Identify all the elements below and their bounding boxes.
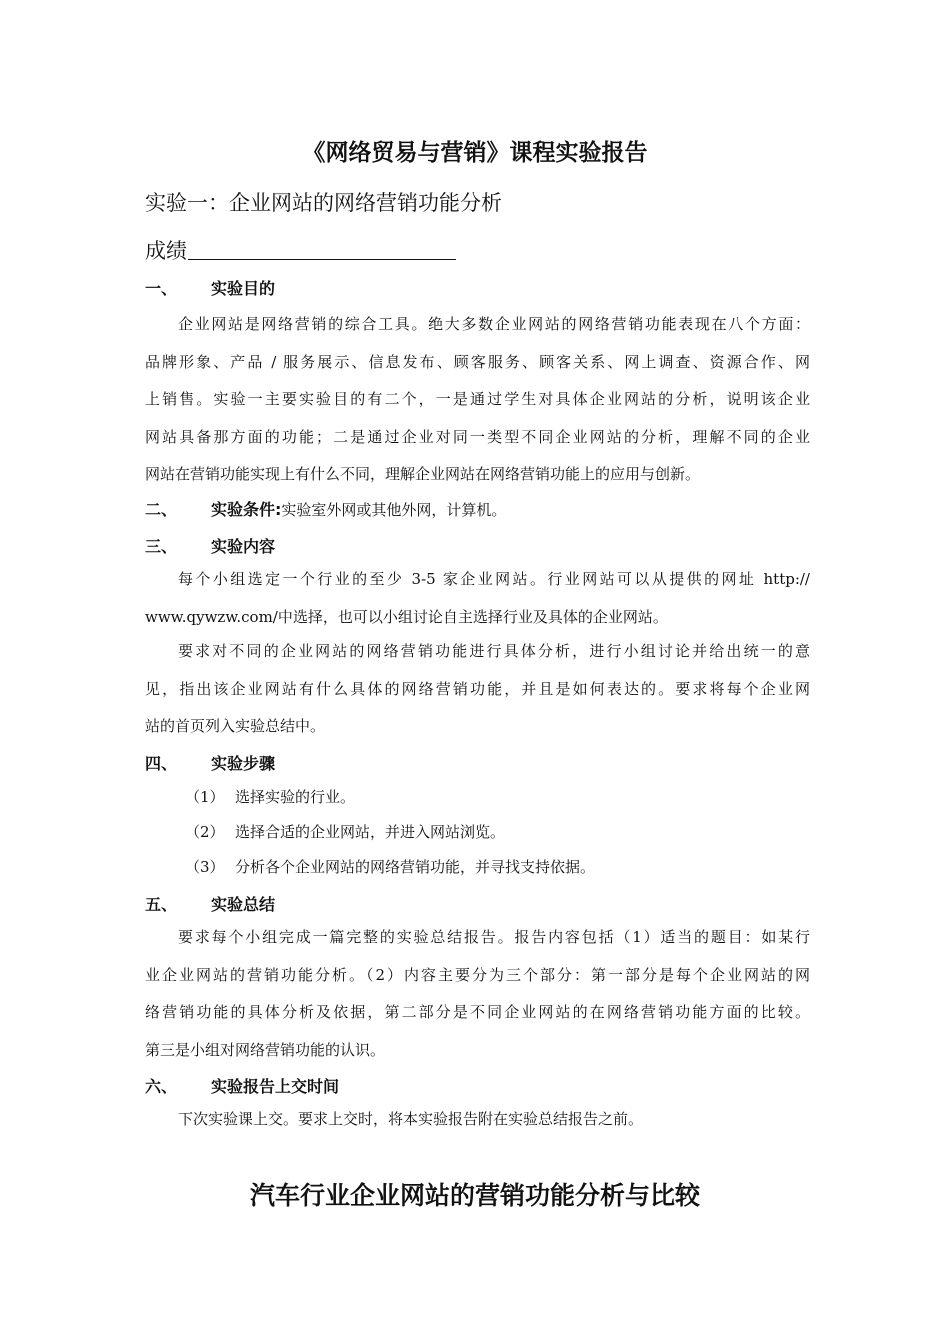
section-title: 实验总结 — [211, 895, 276, 914]
section-heading-purpose — [145, 276, 275, 299]
paragraph-line: 络营销功能的具体分析及依据，第二部分是不同企业网站的在网络营销功能方面的比较。 — [145, 1003, 810, 1021]
section-title: 实验目的 — [211, 279, 276, 298]
content-paragraph-2 — [145, 633, 810, 746]
section-title: 实验内容 — [211, 537, 276, 556]
paragraph-line: 见，指出该企业网站有什么具体的网络营销功能，并且是如何表达的。要求将每个企业网 — [145, 679, 810, 698]
paragraph-line: 站的首页列入实验总结中。 — [145, 717, 326, 735]
paragraph-line: 每个小组选定一个行业的至少 3-5 家企业网站。行业网站可以从提供的网址 http:// — [178, 570, 810, 588]
step-number: （1） — [185, 788, 225, 806]
section-number: 二、 — [145, 500, 178, 519]
paragraph-line: 品牌形象、产品 / 服务展示、信息发布、顾客服务、顾客关系、网上调查、资源合作、网 — [145, 352, 810, 371]
step-text: 选择实验的行业。 — [235, 788, 356, 806]
report-title: 汽车行业企业网站的营销功能分析与比较 — [249, 1181, 700, 1210]
paragraph-line: 业企业网站的营销功能分析。（2）内容主要分为三个部分：第一部分是每个企业网站的网 — [145, 965, 810, 984]
step-number: （2） — [185, 823, 225, 841]
section-heading-submission — [145, 1074, 339, 1097]
section-number: 六、 — [145, 1077, 178, 1096]
section-title: 实验报告上交时间 — [211, 1077, 340, 1096]
paragraph-line: 网站在营销功能实现上有什么不同，理解企业网站在网络营销功能上的应用与创新。 — [145, 465, 701, 483]
paragraph-line: 企业网站是网络营销的综合工具。绝大多数企业网站的网络营销功能表现在八个方面： — [178, 315, 810, 333]
content-paragraph-1 — [145, 561, 810, 636]
paragraph-line: 要求对不同的企业网站的网络营销功能进行具体分析，进行小组讨论并给出统一的意 — [178, 642, 810, 660]
step-item — [185, 786, 355, 807]
section-heading-steps — [145, 751, 275, 774]
paragraph-line: 下次实验课上交。要求上交时，将本实验报告附在实验总结报告之前。 — [178, 1110, 644, 1128]
step-text: 选择合适的企业网站，并进入网站浏览。 — [235, 823, 506, 841]
step-number: （3） — [185, 858, 225, 876]
section-number: 五、 — [145, 895, 178, 914]
section-inline-text: 实验室外网或其他外网，计算机。 — [281, 501, 507, 519]
section-title: 实验步骤 — [211, 754, 276, 773]
paragraph-line: 上销售。实验一主要实验目的有二个，一是通过学生对具体企业网站的分析，说明该企业 — [145, 390, 810, 408]
purpose-paragraph — [145, 306, 810, 494]
step-text: 分析各个企业网站的网络营销功能，并寻找支持依据。 — [235, 858, 596, 876]
grade-label: 成绩 — [145, 239, 187, 263]
paragraph-line: www.qywzw.com/中选择，也可以小组讨论自主选择行业及具体的企业网站。 — [145, 607, 668, 626]
paragraph-line: 要求每个小组完成一篇完整的实验总结报告。报告内容包括（1）适当的题目：如某行 — [178, 928, 810, 946]
experiment-subtitle: 实验一：企业网站的网络营销功能分析 — [145, 191, 502, 215]
grade-blank-line — [188, 259, 456, 260]
section-heading-content — [145, 534, 275, 557]
section-heading-summary — [145, 892, 275, 915]
section-title: 实验条件: — [211, 500, 282, 519]
section-heading-conditions — [145, 497, 506, 520]
page-title: 《网络贸易与营销》课程实验报告 — [302, 140, 648, 166]
section-number: 四、 — [145, 754, 178, 773]
step-item — [185, 856, 595, 877]
summary-paragraph — [145, 919, 810, 1069]
step-item — [185, 821, 505, 842]
section-number: 三、 — [145, 537, 178, 556]
paragraph-line: 第三是小组对网络营销功能的认识。 — [145, 1040, 386, 1059]
section-number: 一、 — [145, 279, 178, 298]
paragraph-line: 网站具备那方面的功能；二是通过企业对同一类型不同企业网站的分析，理解不同的企业 — [145, 427, 810, 446]
submission-paragraph — [145, 1101, 810, 1139]
